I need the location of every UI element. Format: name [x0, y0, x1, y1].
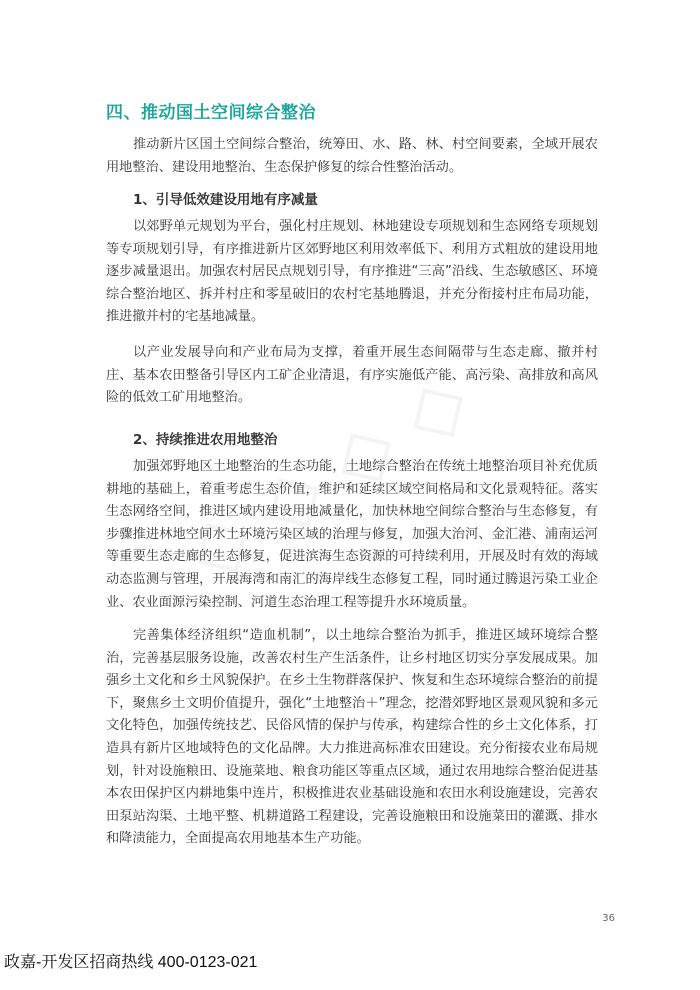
subsection-1-paragraph-1: 以郊野单元规划为平台，强化村庄规划、林地建设专项规划和生态网络专项规划等专项规划引导，有序推进新片区郊野地区利用效率低下、利用方式粗放的建设用地逐步减量退出。加强农村居民点规划引导，有序推进“三高”沿线、生态敏感区、环境综合整治地区、拆并村庄和零星破旧的农村宅基地腾退，并充分衔接村庄布局功能，推进撤并村的宅基地减量。 [106, 219, 598, 325]
intro-paragraph: 推动新片区国土空间综合整治，统筹田、水、路、林、村空间要素，全域开展农用地整治、建设用地整治、生态保护修复的综合性整治活动。 [106, 137, 598, 175]
footer-hotline: 政嘉-开发区招商热线 400-0123-021 [4, 954, 258, 971]
subsection-heading-2: 2、持续推进农用地整治 [133, 432, 278, 448]
subsection-2-paragraph-2: 完善集体经济组织“造血机制”，以土地综合整治为抓手，推进区域环境综合整治，完善基层服务设施，改善农村生产生活条件，让乡村地区切实分享发展成果。加强乡土文化和乡土风貌保护。在乡土生物群落保护、恢复和生态环境综合整治的前提下，聚焦乡土文明价值提升，强化“土地整治＋”理念，挖潜郊野地区景观风貌和多元文化特色，加强传统技艺、民俗风情的保护与传承，构建综合性的乡土文化体系，打造具有新片区地域特色的文化品牌。大力推进高标准农田建设。充分衔接农业布局规划，针对设施粮田、设施菜地、粮食功能区等重点区域，通过农用地综合整治促进基本农田保护区内耕地集中连片，积极推进农业基础设施和农田水利设施建设，完善农田泵站沟渠、土地平整、机耕道路工程建设，完善设施粮田和设施菜田的灌溉、排水和降渍能力，全面提高农用地基本生产功能。 [106, 628, 598, 847]
section-title: 四、推动国土空间综合整治 [106, 103, 316, 123]
subsection-1-paragraph-2: 以产业发展导向和产业布局为支撑，着重开展生态间隔带与生态走廊、撤并村庄、基本农田整备引导区内工矿企业清退，有序实施低产能、高污染、高排放和高风险的低效工矿用地整治。 [106, 345, 598, 406]
subsection-2-paragraph-1: 加强郊野地区土地整治的生态功能，土地综合整治在传统土地整治项目补充优质耕地的基础上，着重考虑生态价值，维护和延续区域空间格局和文化景观特征。落实生态网络空间，推进区域内建设用地减量化，加快林地空间综合整治与生态修复，有步骤推进林地空间水土环境污染区域的治理与修复，加强大治河、金汇港、浦南运河等重要生态走廊的生态修复，促进滨海生态资源的可持续利用，开展及时有效的海域动态监测与管理，开展海湾和南汇的海岸线生态修复工程，同时通过腾退污染工业企业、农业面源污染控制、河道生态治理工程等提升水环境质量。 [106, 459, 598, 610]
subsection-heading-1: 1、引导低效建设用地有序减量 [133, 192, 318, 208]
page-number: 36 [602, 913, 615, 924]
